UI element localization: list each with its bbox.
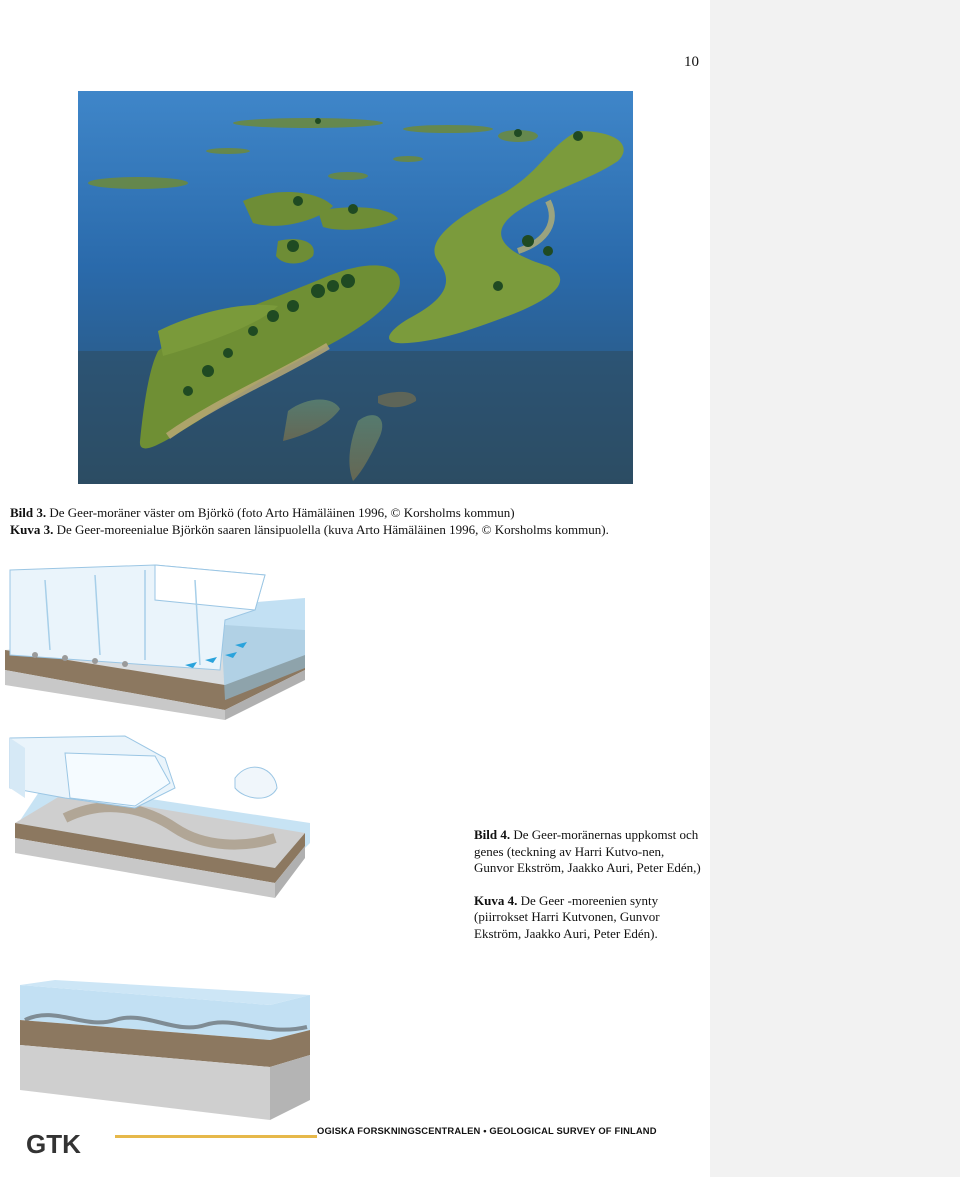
diagram-caption-label-kuva: Kuva 4.	[474, 892, 518, 908]
caption-label-kuva: Kuva 3.	[10, 521, 54, 537]
aerial-photo-illustration	[78, 91, 633, 484]
diagram-caption-text-bild: De Geer-moränernas uppkomst och genes (teckning av Harri Kutvo-nen, Gunvor Ekström, Jaakko Auri, Peter Edén,)	[474, 827, 701, 875]
caption-label-bild: Bild 3.	[10, 505, 47, 520]
diagram-3-illustration	[15, 975, 315, 1123]
gtk-logo	[26, 1127, 88, 1159]
diagram-glacier-stage-2	[5, 728, 317, 908]
diagram-caption-text-kuva: De Geer -moreenien synty (piirrokset Harri Kutvonen, Gunvor Ekström, Jaakko Auri, Peter Edén).	[474, 892, 660, 941]
page-margin-panel	[710, 0, 960, 1177]
gtk-logo-text: GTK	[26, 1129, 81, 1159]
caption-text-kuva: De Geer-moreenialue Björkön saaren länsipuolella (kuva Arto Hämäläinen 1996, © Korsholms kommun).	[53, 521, 609, 537]
diagram-caption-label-bild: Bild 4.	[474, 827, 511, 842]
diagram-1-illustration	[5, 560, 317, 720]
caption-line-swedish	[10, 505, 700, 522]
page-number: 10	[684, 54, 699, 70]
caption-line-finnish	[10, 522, 700, 539]
diagram-caption-swedish	[474, 827, 706, 877]
gtk-logo-mark	[26, 1127, 88, 1159]
diagram-glacier-stage-1	[5, 560, 317, 720]
footer-organization: OGISKA FORSKNINGSCENTRALEN • GEOLOGICAL SURVEY OF FINLAND	[317, 1124, 679, 1138]
diagram-caption-finnish	[474, 893, 706, 943]
diagram-2-illustration	[5, 728, 317, 908]
photo-caption	[10, 505, 700, 538]
caption-text-bild: De Geer-moräner väster om Björkö (foto Arto Hämäläinen 1996, © Korsholms kommun)	[46, 505, 515, 520]
diagram-caption	[474, 827, 706, 958]
aerial-photo	[78, 91, 633, 484]
diagram-glacier-stage-3	[15, 975, 315, 1123]
